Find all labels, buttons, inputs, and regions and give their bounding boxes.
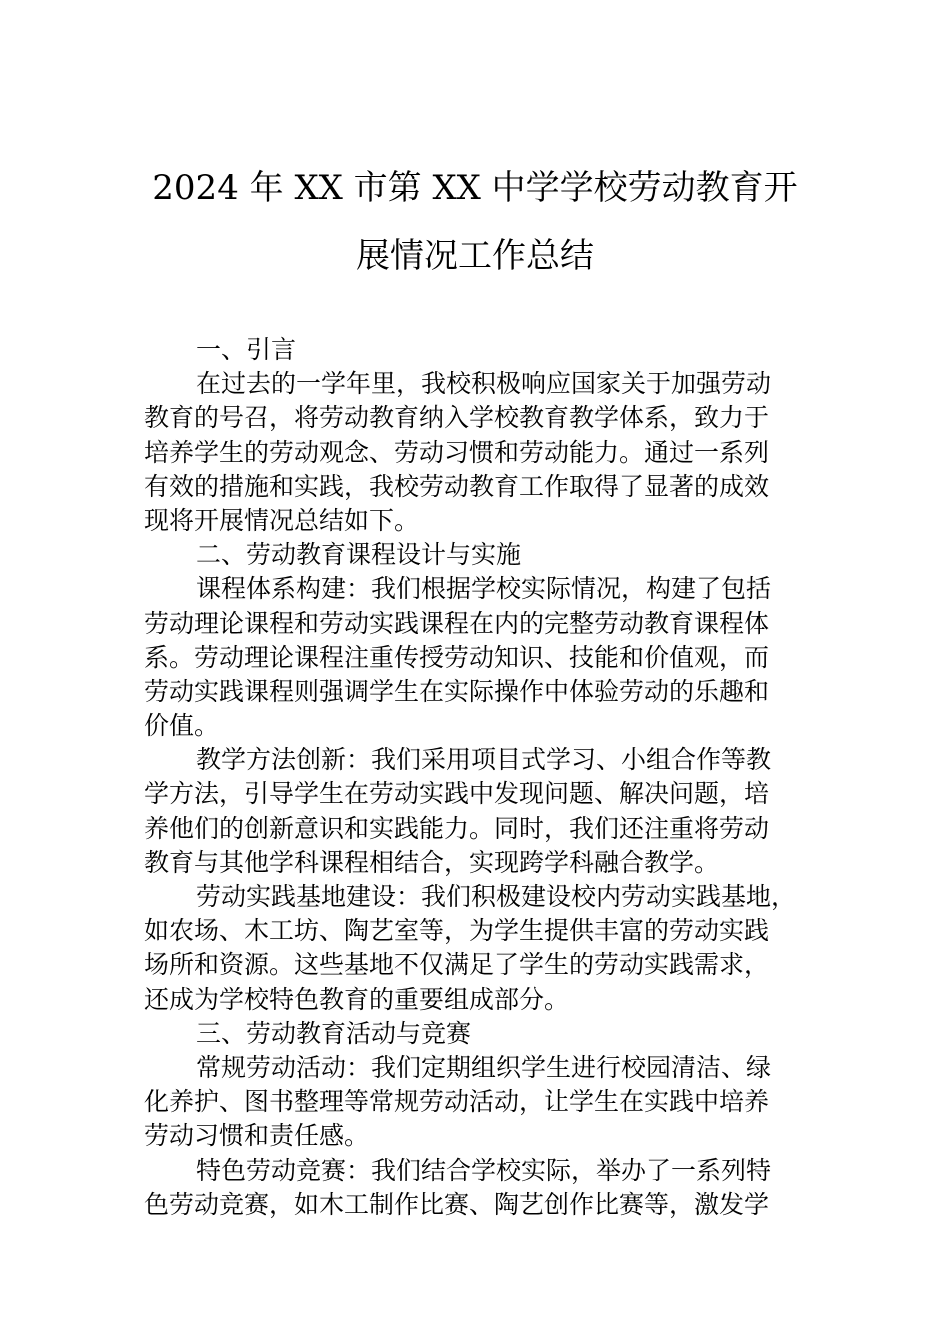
body-line: 教育与其他学科课程相结合，实现跨学科融合教学。 [144, 847, 720, 877]
body-line: 如农场、木工坊、陶艺室等，为学生提供丰富的劳动实践 [144, 916, 770, 946]
body-line: 培养学生的劳动观念、劳动习惯和劳动能力。通过一系列 [144, 437, 770, 467]
body-line: 三、劳动教育活动与竞赛 [196, 1018, 472, 1048]
body-line: 课程体系构建：我们根据学校实际情况，构建了包括 [196, 574, 772, 604]
body-line: 学方法，引导学生在劳动实践中发现问题、解决问题，培 [144, 779, 770, 809]
body-line: 化养护、图书整理等常规劳动活动，让学生在实践中培养 [144, 1087, 770, 1117]
body-line: 养他们的创新意识和实践能力。同时，我们还注重将劳动 [144, 813, 770, 843]
body-line: 色劳动竞赛，如木工制作比赛、陶艺创作比赛等，激发学 [144, 1189, 770, 1219]
body-line: 一、引言 [196, 335, 297, 364]
body-line: 在过去的一学年里，我校积极响应国家关于加强劳动 [196, 369, 772, 399]
body-line: 教育的号召，将劳动教育纳入学校教育教学体系，致力于 [144, 403, 770, 433]
body-line: 现将开展情况总结如下。 [144, 505, 420, 535]
body-line: 还成为学校特色教育的重要组成部分。 [144, 984, 570, 1014]
body-line: 系。劳动理论课程注重传授劳动知识、技能和价值观，而 [144, 642, 770, 672]
body-line: 劳动习惯和责任感。 [144, 1121, 370, 1151]
body-line: 劳动实践基地建设：我们积极建设校内劳动实践基地， [196, 882, 797, 911]
document-body [144, 333, 814, 1222]
body-line: 场所和资源。这些基地不仅满足了学生的劳动实践需求， [144, 950, 770, 980]
body-line: 价值。 [144, 711, 220, 741]
document-title-line-2: 展情况工作总结 [356, 236, 594, 276]
body-line: 劳动理论课程和劳动实践课程在内的完整劳动教育课程体 [144, 608, 770, 638]
body-line: 二、劳动教育课程设计与实施 [196, 540, 522, 570]
body-line: 教学方法创新：我们采用项目式学习、小组合作等教 [196, 745, 772, 775]
body-line: 特色劳动竞赛：我们结合学校实际，举办了一系列特 [196, 1155, 772, 1185]
document-title-line-1: 2024 年 XX 市第 XX 中学学校劳动教育开 [152, 168, 798, 208]
body-line: 劳动实践课程则强调学生在实际操作中体验劳动的乐趣和 [144, 676, 770, 706]
body-line: 有效的措施和实践，我校劳动教育工作取得了显著的成效 [144, 471, 770, 501]
body-line: 常规劳动活动：我们定期组织学生进行校园清洁、绿 [196, 1052, 772, 1082]
